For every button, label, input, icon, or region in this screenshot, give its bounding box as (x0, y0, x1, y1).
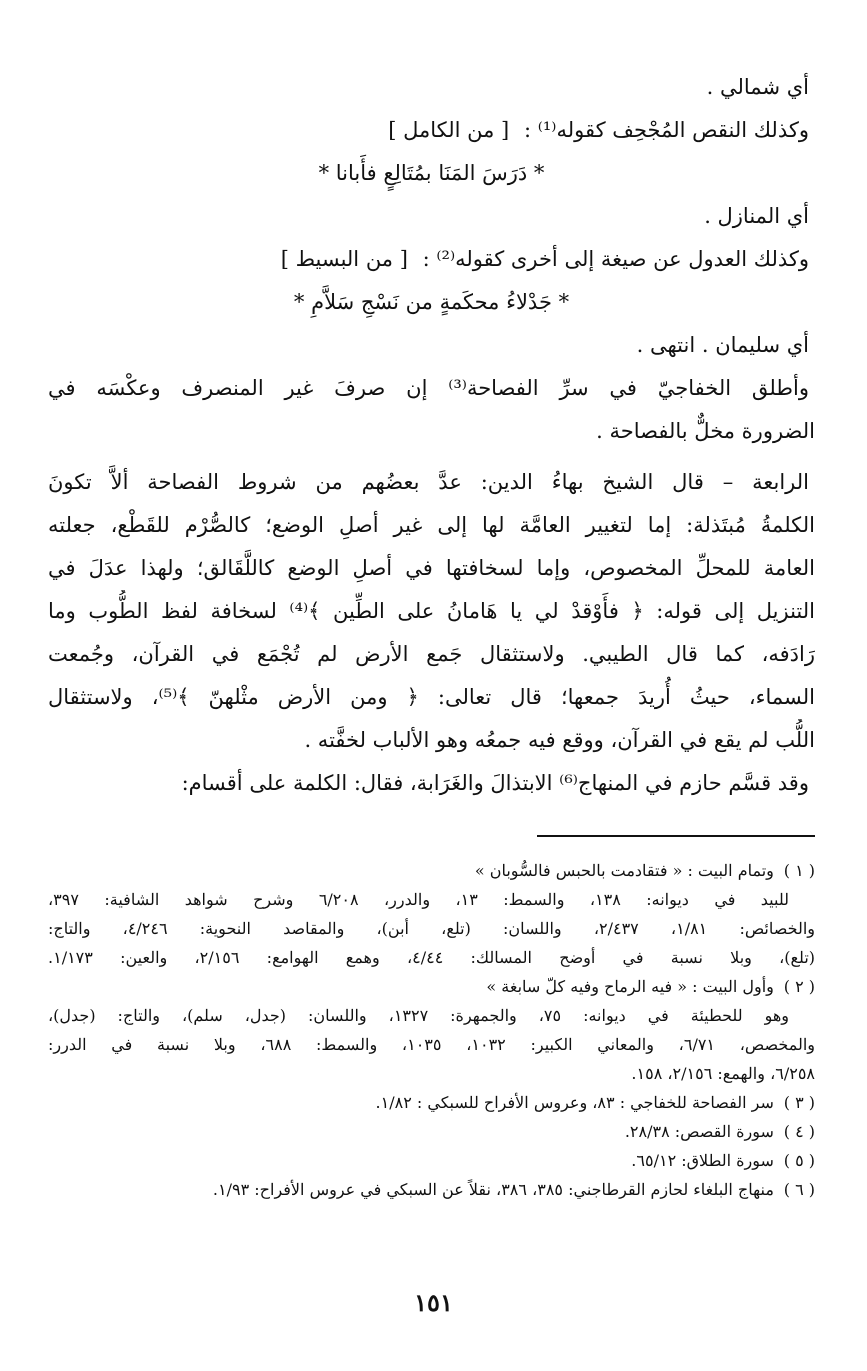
footnote-line: والخصائص: ١/٨١، ٢/٤٣٧، واللسان: (تلع، أبن)، والمقاصد النحوية: ٤/٢٤٦، والتاج: (48, 919, 815, 938)
footnote-number: ( ٥ ) (783, 1151, 815, 1170)
footnote-line: (تلع)، وبلا نسبة في أوضح المسالك: ٤/٤٤، وهمع الهوامع: ٢/١٥٦، والعين: ١/١٧٣. (48, 948, 815, 967)
footnote-text: وأول البيت : « فيه الرماح وفيه كلّ سابغة » (486, 977, 774, 996)
text-line: وقد قسَّم حازم في المنهاج⁽⁶⁾ الابتذالَ والغَرَابة، فقال: الكلمة على أقسام: (181, 771, 809, 795)
text-segment: وكذلك العدول عن صيغة إلى أخرى كقوله⁽²⁾ : (422, 247, 809, 271)
poetry-verse: * جَدْلاءُ محكَمةٍ من نَسْجِ سَلاَّمِ * (293, 290, 570, 314)
page-number: ١٥١ (414, 1288, 453, 1317)
footnote-number: ( ٦ ) (783, 1180, 815, 1199)
footnote-divider (537, 835, 815, 837)
text-line: الضرورة مخلٌّ بالفصاحة . (596, 419, 815, 443)
footnote-text: سر الفصاحة للخفاجي : ٨٣، وعروس الأفراح للسبكي : ١/٨٢. (375, 1093, 774, 1112)
text-line: التنزيل إلى قوله: ﴿ فأَوْقدْ لي يا هَامانُ على الطِّين ﴾⁽⁴⁾ لسخافة لفظ الطُّوب وما (48, 599, 815, 623)
footnote-text: سورة الطلاق: ٦٥/١٢. (631, 1151, 774, 1170)
footnote-text: منهاج البلغاء لحازم القرطاجني: ٣٨٥، ٣٨٦، نقلاً عن السبكي في عروس الأفراح: ١/٩٣. (212, 1180, 774, 1199)
footnote-line (48, 1175, 815, 1204)
text-line: رَادَفه، كما قال الطيبي. ولاستثقال جَمع الأرض لم تُجْمَع في القرآن، وجُمعت (48, 642, 815, 666)
text-line: العامة للمحلِّ المخصوص، وإما لسخافتها في أصلِ الوضع كاللَّقَالق؛ ولهذا عدَلَ في (48, 556, 815, 580)
meter-label: [ من البسيط ] (280, 247, 408, 271)
poetry-verse: * دَرَسَ المَنَا بمُتَالِعٍ فأَبانا * (318, 161, 545, 185)
text-line (48, 109, 815, 152)
text-line: أي المنازل . (704, 204, 809, 228)
text-line (48, 238, 815, 281)
text-line: وأطلق الخفاجيّ في سرِّ الفصاحة⁽³⁾ إن صرفَ غير المنصرف وعكْسَه في (48, 376, 809, 400)
footnote-line (48, 972, 815, 1001)
footnote-number: ( ١ ) (783, 861, 815, 880)
footnote-line (48, 1088, 815, 1117)
text-line: الرابعة – قال الشيخ بهاءُ الدين: عدَّ بعضُهم من شروط الفصاحة ألاَّ تكونَ (48, 470, 809, 494)
footnote-line: والمخصص، ٦/٧١، والمعاني الكبير: ١٠٣٢، ١٠٣٥، والسمط: ٦٨٨، وبلا نسبة في الدرر: (48, 1035, 815, 1054)
meter-label: [ من الكامل ] (388, 118, 510, 142)
text-line: الكلمةُ مُبتَذلة: إما لتغيير العامَّة لها إلى غير أصلِ الوضع؛ كالصُّرْم للقَطْع، جعلته (48, 513, 815, 537)
footnote-number: ( ٢ ) (783, 977, 815, 996)
text-segment: وكذلك النقص المُجْحِف كقوله⁽¹⁾ : (523, 118, 809, 142)
main-text (48, 66, 815, 805)
footnote-line: ٦/٢٥٨، والهمع: ٢/١٥٦، ١٥٨. (631, 1064, 815, 1083)
footnotes (48, 856, 815, 1204)
footnote-line: وهو للحطيئة في ديوانه: ٧٥، والجمهرة: ١٣٢٧، واللسان: (جدل، سلم)، والتاج: (جدل)، (48, 1006, 790, 1025)
text-line: أي سليمان . انتهى . (636, 333, 809, 357)
footnote-text: سورة القصص: ٢٨/٣٨. (624, 1122, 774, 1141)
footnote-line (48, 1146, 815, 1175)
footnote-number: ( ٣ ) (783, 1093, 815, 1112)
text-line: السماء، حيثُ أُريدَ جمعها؛ قال تعالى: ﴿ ومن الأرض مثْلهنّ ﴾⁽⁵⁾، ولاستثقال (48, 685, 815, 709)
footnote-line (48, 856, 815, 885)
footnote-text: وتمام البيت : « فتقادمت بالحبس فالسُّوبان » (474, 861, 774, 880)
footnote-number: ( ٤ ) (783, 1122, 815, 1141)
text-line: أي شمالي . (706, 75, 809, 99)
footnote-line: للبيد في ديوانه: ١٣٨، والسمط: ١٣، والدرر، ٦/٢٠٨ وشرح شواهد الشافية: ٣٩٧، (48, 890, 789, 909)
footnote-line (48, 1117, 815, 1146)
text-line: اللُّب لم يقع في القرآن، ووقع فيه جمعُه وهو الألباب لخفَّته . (304, 728, 815, 752)
